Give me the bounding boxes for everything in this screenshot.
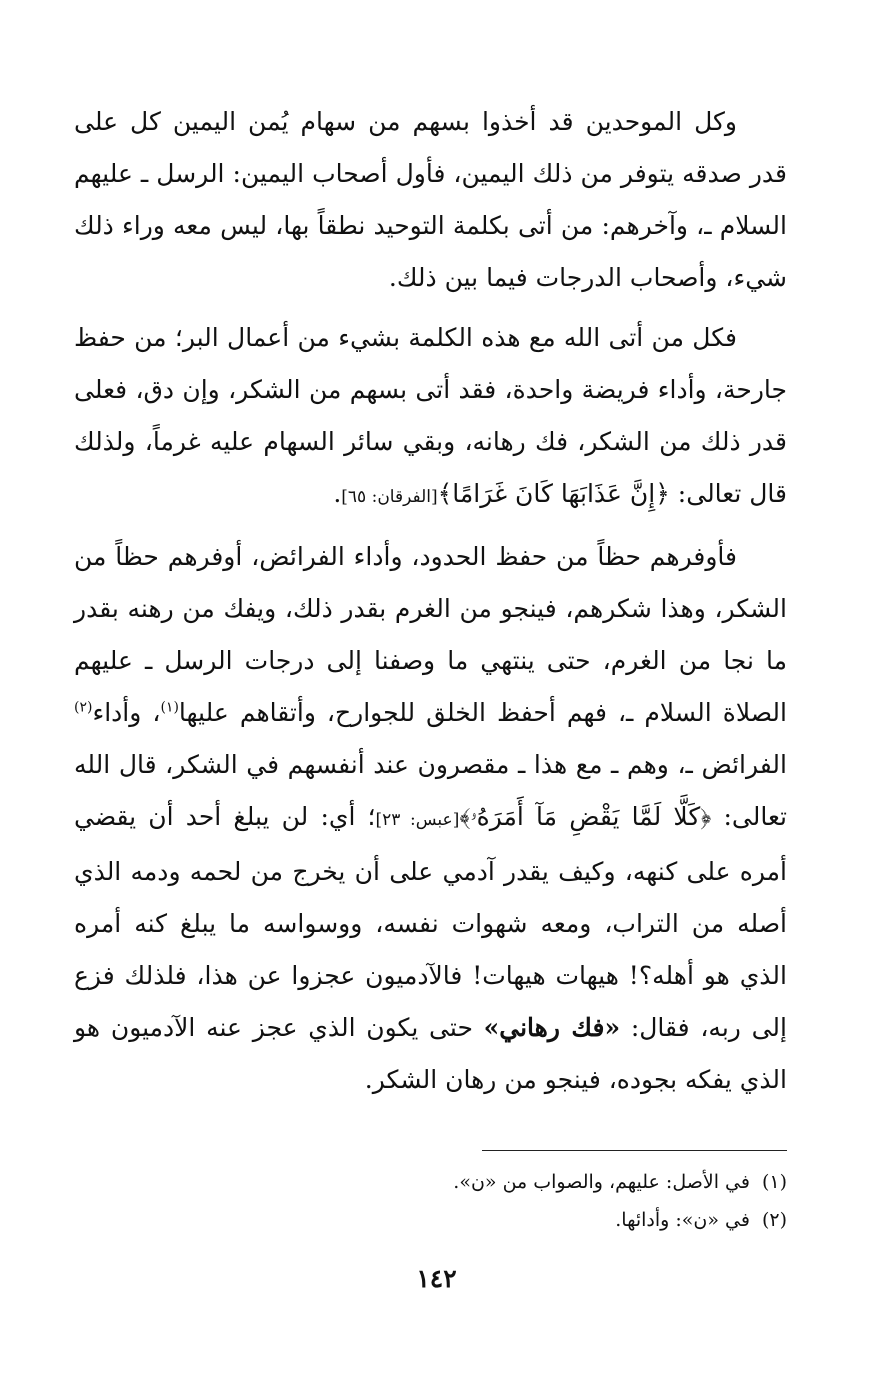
footnote-2-number: (٢) [761, 1209, 787, 1231]
footnote-marker-2[interactable]: (٢) [74, 699, 93, 716]
footnote-1-number: (١) [761, 1171, 787, 1193]
quran-reference-furqan: [الفرقان: ٦٥] [341, 487, 438, 507]
paragraph-2 [74, 312, 787, 523]
paragraph-3-text-d: ؛ أي: لن يبلغ أحد أن يقضي أمره على كنهه، وكيف يقدر آدمي على أن يخرج من لحمه ودمه الذي أصله من التراب، ومعه شهوات نفسه، ووسواسه ما يبلغ كنه أمره الذي هو أهله؟! هيهات هيهات! فالآدميون عجزوا عن هذا، فلذلك فزع إلى ربه، فقال: [74, 802, 787, 1042]
paragraph-3-text-e: حتى يكون الذي عجز عنه الآدميون هو الذي يفكه بجوده، فينجو من رهان الشكر. [74, 1013, 787, 1094]
footnotes [74, 1163, 787, 1239]
page-number: ١٤٢ [416, 1264, 457, 1293]
footnote-1-text: في الأصل: عليهم، والصواب من «ن». [453, 1171, 750, 1193]
paragraph-3-text-a: فأوفرهم حظاً من حفظ الحدود، وأداء الفرائض، أوفرهم حظاً من الشكر، وهذا شكرهم، فينجو من الغرم بقدر ذلك، ويفك من رهنه بقدر ما نجا من الغرم، حتى ينتهي ما وصفنا إلى درجات الرسل ـ عليهم الصلاة السلام ـ، فهم أحفظ الخلق للجوارح، وأتقاهم عليها [74, 542, 787, 727]
paragraph-3-text-c: الفرائض ـ، وهم ـ مع هذا ـ مقصرون عند أنفسهم في الشكر، قال الله تعالى: [74, 750, 787, 831]
quote-fak-rahani: «فك رهاني» [483, 1013, 621, 1042]
footnote-marker-1[interactable]: (١) [160, 699, 179, 716]
paragraph-2-end: . [333, 479, 342, 508]
paragraph-1 [74, 96, 787, 304]
footnote-divider [482, 1150, 787, 1151]
quran-verse-abasa: ﴿كَلَّا لَمَّا يَقْضِ مَآ أَمَرَهُۥ﴾ [459, 802, 712, 831]
footnote-1 [74, 1163, 787, 1201]
quran-reference-abasa: [عبس: ٢٣] [375, 810, 460, 830]
paragraph-2-text: فكل من أتى الله مع هذه الكلمة بشيء من أعمال البر؛ من حفظ جارحة، وأداء فريضة واحدة، فقد أتى بسهم من الشكر، وإن دق، فعلى قدر ذلك من الشكر، فك رهانه، وبقي سائر السهام عليه غرماً، ولذلك قال تعالى: [74, 323, 787, 508]
paragraph-3 [74, 531, 787, 1106]
paragraph-3-text-b: ، وأداء [92, 698, 161, 727]
footnote-2 [74, 1201, 787, 1239]
footnote-2-text: في «ن»: وأدائها. [615, 1209, 750, 1231]
quran-verse-furqan: ﴿إِنَّ عَذَابَهَا كَانَ غَرَامًا﴾ [437, 479, 670, 508]
paragraph-1-text: وكل الموحدين قد أخذوا بسهم من سهام يُمن اليمين كل على قدر صدقه يتوفر من ذلك اليمين، فأول أصحاب اليمين: الرسل ـ عليهم السلام ـ، وآخرهم: من أتى بكلمة التوحيد نطقاً بها، ليس معه وراء ذلك شيء، وأصحاب الدرجات فيما بين ذلك. [74, 107, 787, 292]
